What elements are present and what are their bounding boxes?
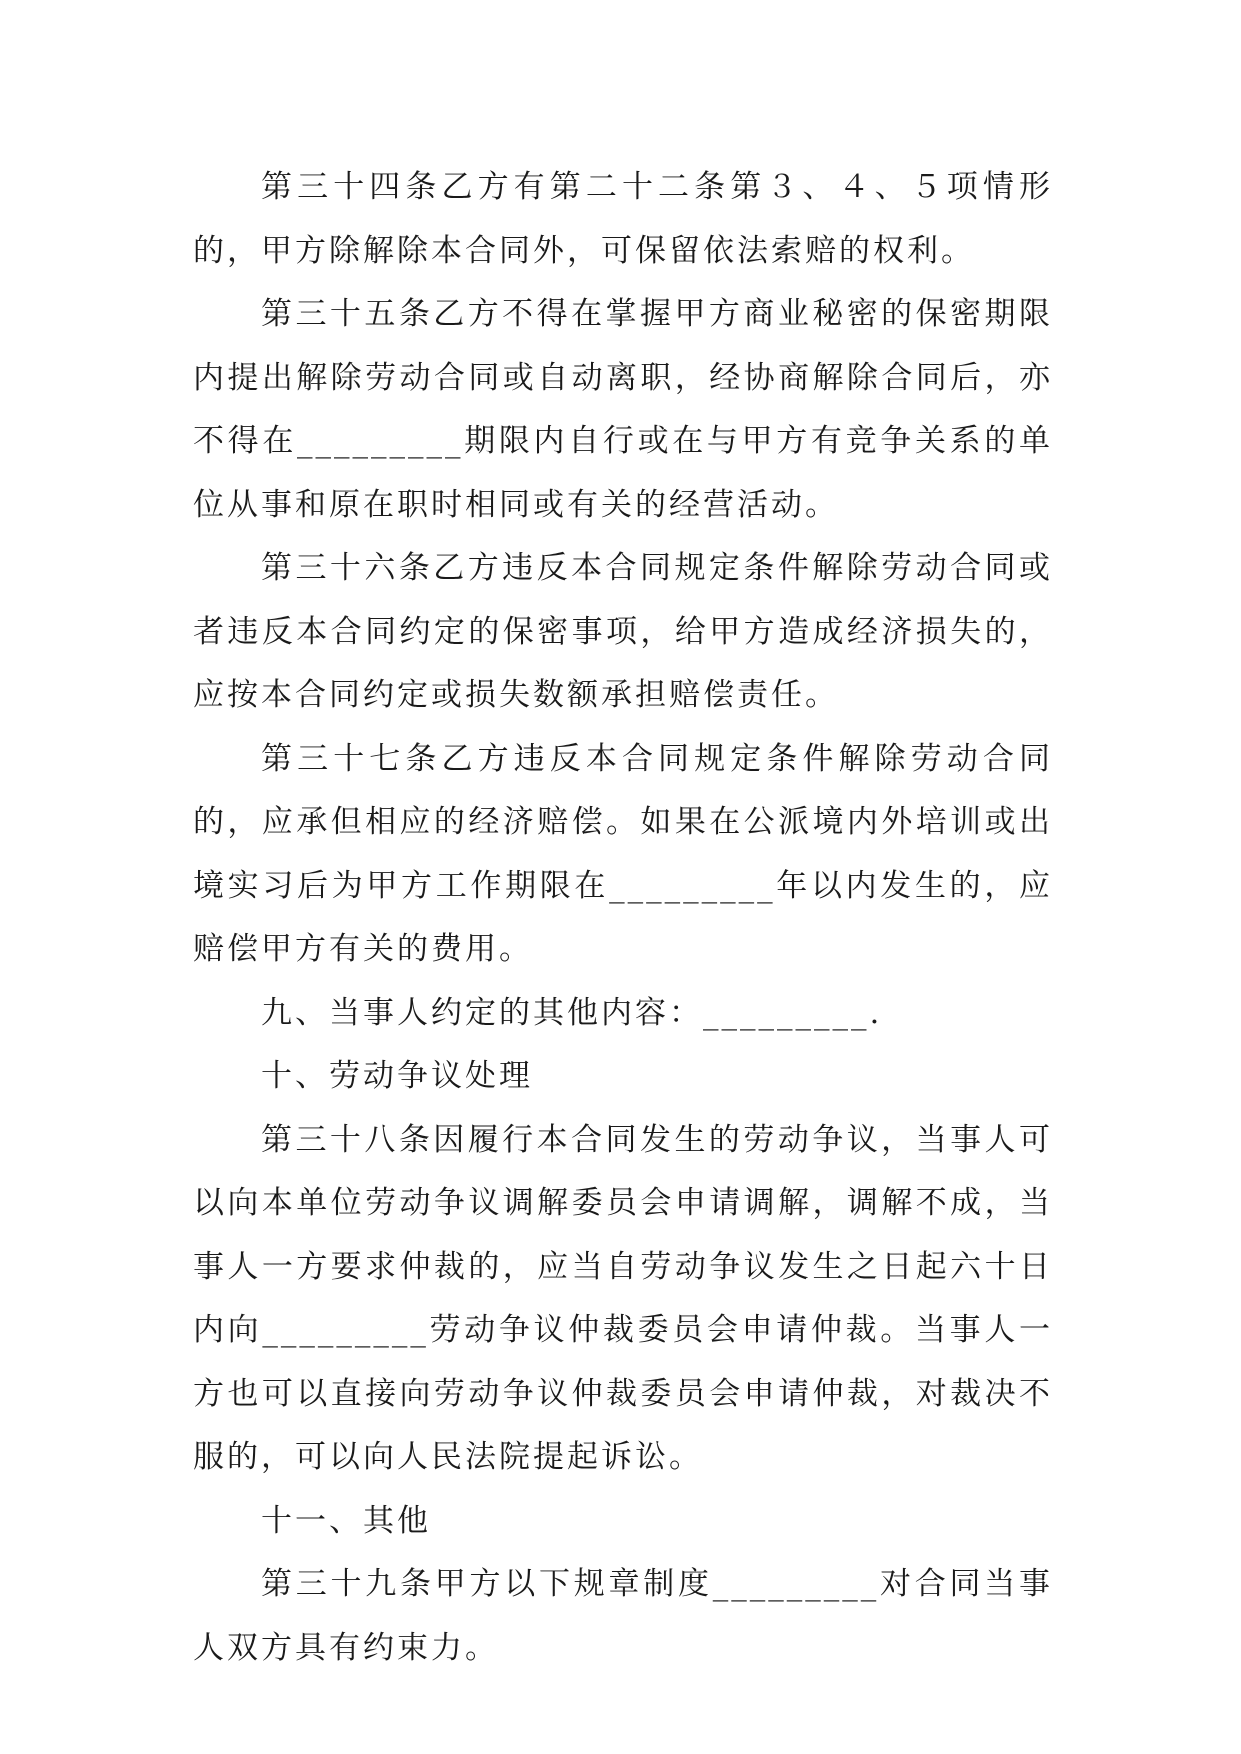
article-38-paragraph: 第三十八条因履行本合同发生的劳动争议，当事人可以向本单位劳动争议调解委员会申请调解，调解不成，当事人一方要求仲裁的，应当自劳动争议发生之日起六十日内向_________劳动争议仲裁委员会申请仲裁。当事人一方也可以直接向劳动争议仲裁委员会申请仲裁，对裁决不服的，可以向人民法院提起诉讼。 [193, 1121, 1053, 1475]
article-36-paragraph: 第三十六条乙方违反本合同规定条件解除劳动合同或者违反本合同约定的保密事项，给甲方造成经济损失的，应按本合同约定或损失数额承担赔偿责任。 [193, 550, 1053, 713]
article-34-paragraph: 第三十四条乙方有第二十二条第３、４、５项情形的，甲方除解除本合同外，可保留依法索赔的权利。 [193, 169, 1053, 269]
article-37-paragraph: 第三十七条乙方违反本合同规定条件解除劳动合同的，应承但相应的经济赔偿。如果在公派境内外培训或出境实习后为甲方工作期限在_________年以内发生的，应赔偿甲方有关的费用。 [193, 740, 1053, 967]
article-35-paragraph: 第三十五条乙方不得在掌握甲方商业秘密的保密期限内提出解除劳动合同或自动离职，经协商解除合同后，亦不得在_________期限内自行或在与甲方有竞争关系的单位从事和原在职时相同或有关的经营活动。 [193, 296, 1053, 523]
section-10-heading: 十、劳动争议处理 [261, 1058, 533, 1094]
section-11-heading: 十一、其他 [261, 1502, 431, 1539]
article-39-paragraph: 第三十九条甲方以下规章制度_________对合同当事人双方具有约束力。 [193, 1566, 1053, 1666]
section-9-other-content: 九、当事人约定的其他内容：_________. [261, 994, 883, 1031]
document-body [193, 156, 1053, 1680]
